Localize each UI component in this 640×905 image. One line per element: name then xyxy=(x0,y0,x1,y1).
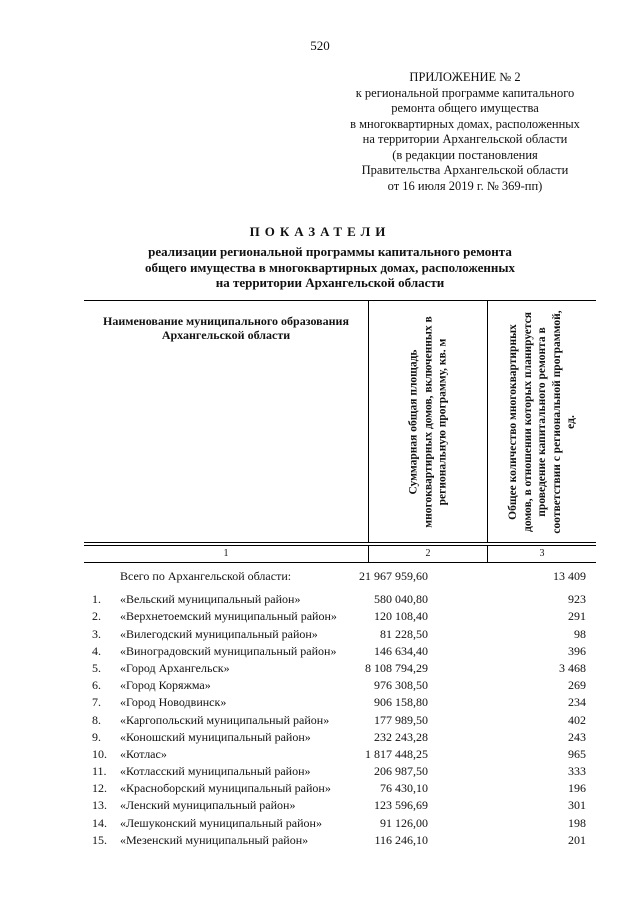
municipality-name: «Город Коряжма» xyxy=(120,678,211,693)
municipality-name: «Котласский муниципальный район» xyxy=(120,764,311,779)
table-row xyxy=(0,746,640,763)
houses-count: 201 xyxy=(568,832,586,847)
table-row xyxy=(0,608,640,625)
houses-count: 402 xyxy=(568,712,586,727)
row-index: 3. xyxy=(92,626,101,641)
appendix-line: на территории Архангельской области xyxy=(362,132,568,146)
area-value: 177 989,50 xyxy=(374,712,428,727)
houses-count: 301 xyxy=(568,798,586,813)
header-area: Суммарная общая площадь многоквартирных домов, включенных в региональную программу, кв. м xyxy=(407,315,449,528)
appendix-line: ПРИЛОЖЕНИЕ № 2 xyxy=(409,70,521,84)
row-index: 2. xyxy=(92,609,101,624)
table-row xyxy=(0,729,640,746)
appendix-line: (в редакции постановления xyxy=(392,147,538,162)
row-index: 13. xyxy=(92,798,107,813)
area-value: 76 430,10 xyxy=(380,781,428,796)
municipality-name: «Котлас» xyxy=(120,746,167,761)
municipality-name: «Город Новодвинск» xyxy=(120,695,227,710)
row-index: 14. xyxy=(92,815,107,830)
houses-count: 965 xyxy=(568,746,586,761)
municipality-name: «Вилегодский муниципальный район» xyxy=(120,626,318,641)
municipality-name: «Виноградовский муниципальный район» xyxy=(120,643,337,658)
municipality-name: «Красноборский муниципальный район» xyxy=(120,781,331,796)
houses-count: 923 xyxy=(568,592,586,607)
municipality-name: «Вельский муниципальный район» xyxy=(120,592,301,607)
row-index: 15. xyxy=(92,832,107,847)
table-row xyxy=(0,694,640,711)
area-value: 91 126,00 xyxy=(380,815,428,830)
houses-count: 196 xyxy=(568,781,586,796)
subtitle-line: реализации региональной программы капитального ремонта xyxy=(148,244,512,259)
table-body xyxy=(0,568,640,849)
houses-count: 198 xyxy=(568,815,586,830)
municipality-name: «Город Архангельск» xyxy=(120,660,230,675)
header-municipality: Наименование муниципального образования Архангельской области xyxy=(103,314,349,342)
table-row xyxy=(0,677,640,694)
header-area-cell xyxy=(369,301,487,542)
municipality-name: «Коношский муниципальный район» xyxy=(120,729,311,744)
appendix-line: ремонта общего имущества xyxy=(391,101,539,115)
table-row xyxy=(0,591,640,608)
row-index: 11. xyxy=(92,764,107,779)
area-value: 81 228,50 xyxy=(380,626,428,641)
table-row xyxy=(0,712,640,729)
municipality-name: «Мезенский муниципальный район» xyxy=(120,832,309,847)
municipality-name: «Каргопольский муниципальный район» xyxy=(120,712,330,727)
document-subtitle xyxy=(135,244,525,291)
table-row xyxy=(0,626,640,643)
subtitle-line: на территории Архангельской области xyxy=(215,275,445,290)
column-numbers-row xyxy=(84,545,596,563)
table-row xyxy=(0,815,640,832)
appendix-line: в многоквартирных домах, расположенных xyxy=(350,116,580,131)
houses-count: 396 xyxy=(568,643,586,658)
total-row xyxy=(0,568,640,585)
column-number: 3 xyxy=(539,548,545,559)
table-row xyxy=(0,660,640,677)
area-value: 906 158,80 xyxy=(374,695,428,710)
table-header xyxy=(84,300,596,543)
row-index: 6. xyxy=(92,678,101,693)
houses-count: 291 xyxy=(568,609,586,624)
area-value: 580 040,80 xyxy=(374,592,428,607)
municipality-name: «Верхнетоемский муниципальный район» xyxy=(120,609,337,624)
column-number: 1 xyxy=(223,548,229,559)
houses-count: 243 xyxy=(568,729,586,744)
row-index: 9. xyxy=(92,729,101,744)
area-value: 120 108,40 xyxy=(374,609,428,624)
total-area: 21 967 959,60 xyxy=(359,569,428,583)
area-value: 206 987,50 xyxy=(374,764,428,779)
page-number: 520 xyxy=(310,38,330,53)
houses-count: 3 468 xyxy=(559,660,586,675)
appendix-line: Правительства Архангельской области xyxy=(361,163,569,177)
column-number: 2 xyxy=(425,548,431,559)
area-value: 232 243,28 xyxy=(374,729,428,744)
table-row xyxy=(0,643,640,660)
appendix-block xyxy=(340,70,590,194)
table-row xyxy=(0,797,640,814)
rows-container xyxy=(0,591,640,849)
header-count: Общее количество многоквартирных домов, в отношении которых планируется проведение капитального ремонта в соответствии с региональной программой, ед. xyxy=(506,309,577,534)
area-value: 146 634,40 xyxy=(374,643,428,658)
area-value: 1 817 448,25 xyxy=(365,746,428,761)
houses-count: 234 xyxy=(568,695,586,710)
row-index: 8. xyxy=(92,712,101,727)
area-value: 8 108 794,29 xyxy=(365,660,428,675)
area-value: 116 246,10 xyxy=(374,832,428,847)
row-index: 7. xyxy=(92,695,101,710)
municipality-name: «Лешуконский муниципальный район» xyxy=(120,815,322,830)
row-index: 12. xyxy=(92,781,107,796)
table-row xyxy=(0,780,640,797)
houses-count: 333 xyxy=(568,764,586,779)
total-label: Всего по Архангельской области: xyxy=(120,569,292,583)
subtitle-line: общего имущества в многоквартирных домах, расположенных xyxy=(144,259,516,275)
area-value: 123 596,69 xyxy=(374,798,428,813)
row-index: 1. xyxy=(92,592,101,607)
table-row xyxy=(0,763,640,780)
municipality-name: «Ленский муниципальный район» xyxy=(120,798,296,813)
row-index: 4. xyxy=(92,643,101,658)
area-value: 976 308,50 xyxy=(374,678,428,693)
total-count: 13 409 xyxy=(553,569,586,583)
appendix-line: от 16 июля 2019 г. № 369-пп) xyxy=(387,178,543,193)
row-index: 10. xyxy=(92,746,107,761)
houses-count: 269 xyxy=(568,678,586,693)
document-title: ПОКАЗАТЕЛИ xyxy=(249,224,391,239)
table-row xyxy=(0,832,640,849)
row-index: 5. xyxy=(92,660,101,675)
appendix-line: к региональной программе капитального xyxy=(355,85,575,100)
header-count-cell xyxy=(488,301,596,542)
houses-count: 98 xyxy=(574,626,586,641)
